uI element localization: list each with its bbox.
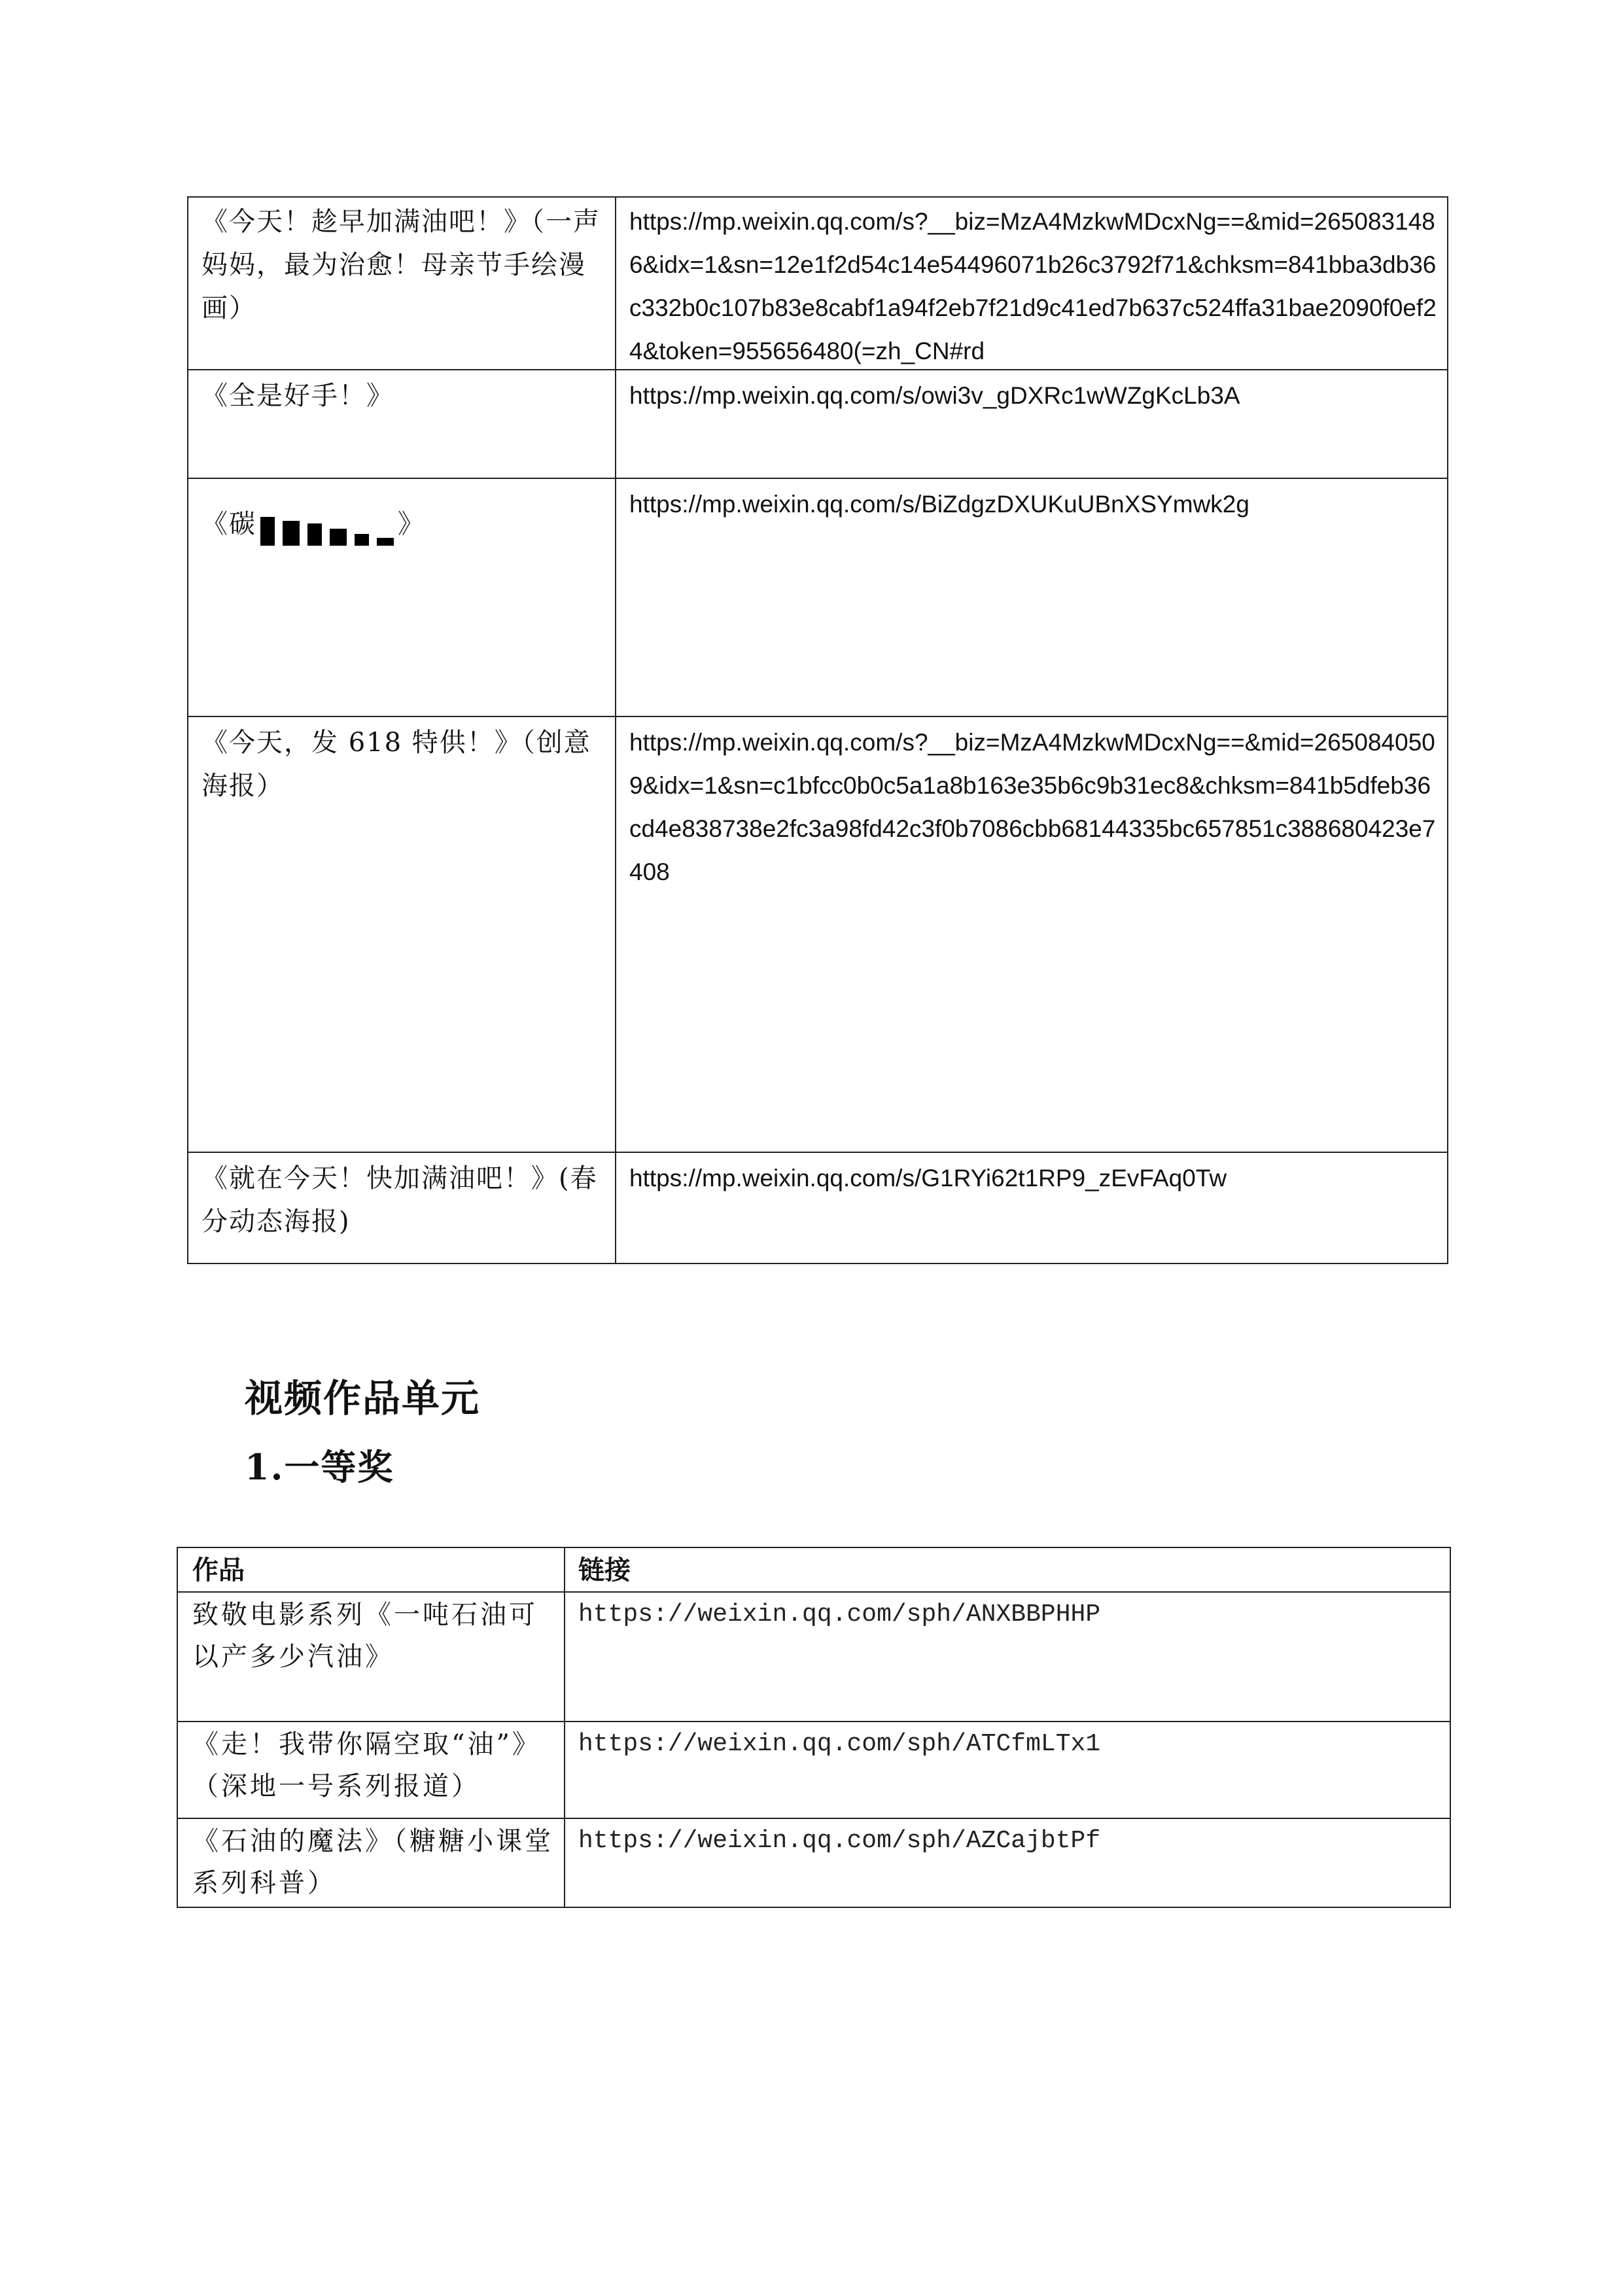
video-link[interactable]: https://weixin.qq.com/sph/ATCfmLTx1 (578, 1730, 1101, 1758)
column-divider (564, 1548, 565, 1907)
title-prefix: 《碳 (201, 509, 256, 539)
article-title: 《今天！趁早加满油吧！》（一声妈妈，最为治愈！母亲节手绘漫画） (201, 207, 601, 323)
video-title: 《走！我带你隔空取“油”》（深地一号系列报道） (192, 1729, 541, 1801)
row-divider (178, 1721, 1450, 1722)
video-link[interactable]: https://weixin.qq.com/sph/AZCajbtPf (578, 1827, 1101, 1855)
column-divider (615, 198, 616, 1263)
article-title: 《就在今天！快加满油吧！》(春分动态海报) (201, 1163, 598, 1237)
video-title: 《石油的魔法》（糖糖小课堂系列科普） (192, 1826, 553, 1898)
row-divider (178, 1591, 1450, 1593)
redaction-block (256, 509, 398, 539)
article-link[interactable]: https://mp.weixin.qq.com/s?__biz=MzA4MzkwMDcxNg==&mid=2650831486&idx=1&sn=12e1f2d54c14e54496071b26c3792f71&chksm=841bba3db36c332b0c107b83e8cabf1a94f2eb7f21d9c41ed7b637c524ffa31bae2090f0ef24&token=955656480(=zh_CN#rd (629, 208, 1437, 364)
section-heading: 视频作品单元 (245, 1376, 481, 1421)
row-divider (188, 716, 1447, 717)
title-suffix: 》 (398, 509, 425, 539)
article-title: 《全是好手！》 (201, 381, 394, 411)
column-header-link: 链接 (578, 1555, 631, 1585)
article-link[interactable]: https://mp.weixin.qq.com/s?__biz=MzA4MzkwMDcxNg==&mid=2650840509&idx=1&sn=c1bfcc0b0c5a1a8b163e35b6c9b31ec8&chksm=841b5dfeb36cd4e838738e2fc3a98fd42c3f0b7086cbb68144335bc657851c388680423e7408 (629, 729, 1436, 885)
article-link[interactable]: https://mp.weixin.qq.com/s/owi3v_gDXRc1wWZgKcLb3A (629, 382, 1240, 409)
row-divider (188, 1152, 1447, 1153)
article-title-redacted (201, 503, 607, 546)
links-table-articles (187, 196, 1448, 1264)
article-link[interactable]: https://mp.weixin.qq.com/s/G1RYi62t1RP9_zEvFAq0Tw (629, 1165, 1227, 1192)
row-divider (188, 478, 1447, 479)
article-title: 《今天，发 618 特供！》（创意海报） (201, 728, 591, 801)
video-link[interactable]: https://weixin.qq.com/sph/ANXBBPHHP (578, 1600, 1101, 1629)
column-header-work: 作品 (192, 1555, 245, 1585)
award-heading: 1.一等奖 (245, 1446, 394, 1488)
links-table-videos (177, 1547, 1451, 1908)
row-divider (178, 1818, 1450, 1819)
article-link[interactable]: https://mp.weixin.qq.com/s/BiZdgzDXUKuUBnXSYmwk2g (629, 491, 1249, 518)
video-title: 致敬电影系列《一吨石油可以产多少汽油》 (192, 1600, 538, 1672)
